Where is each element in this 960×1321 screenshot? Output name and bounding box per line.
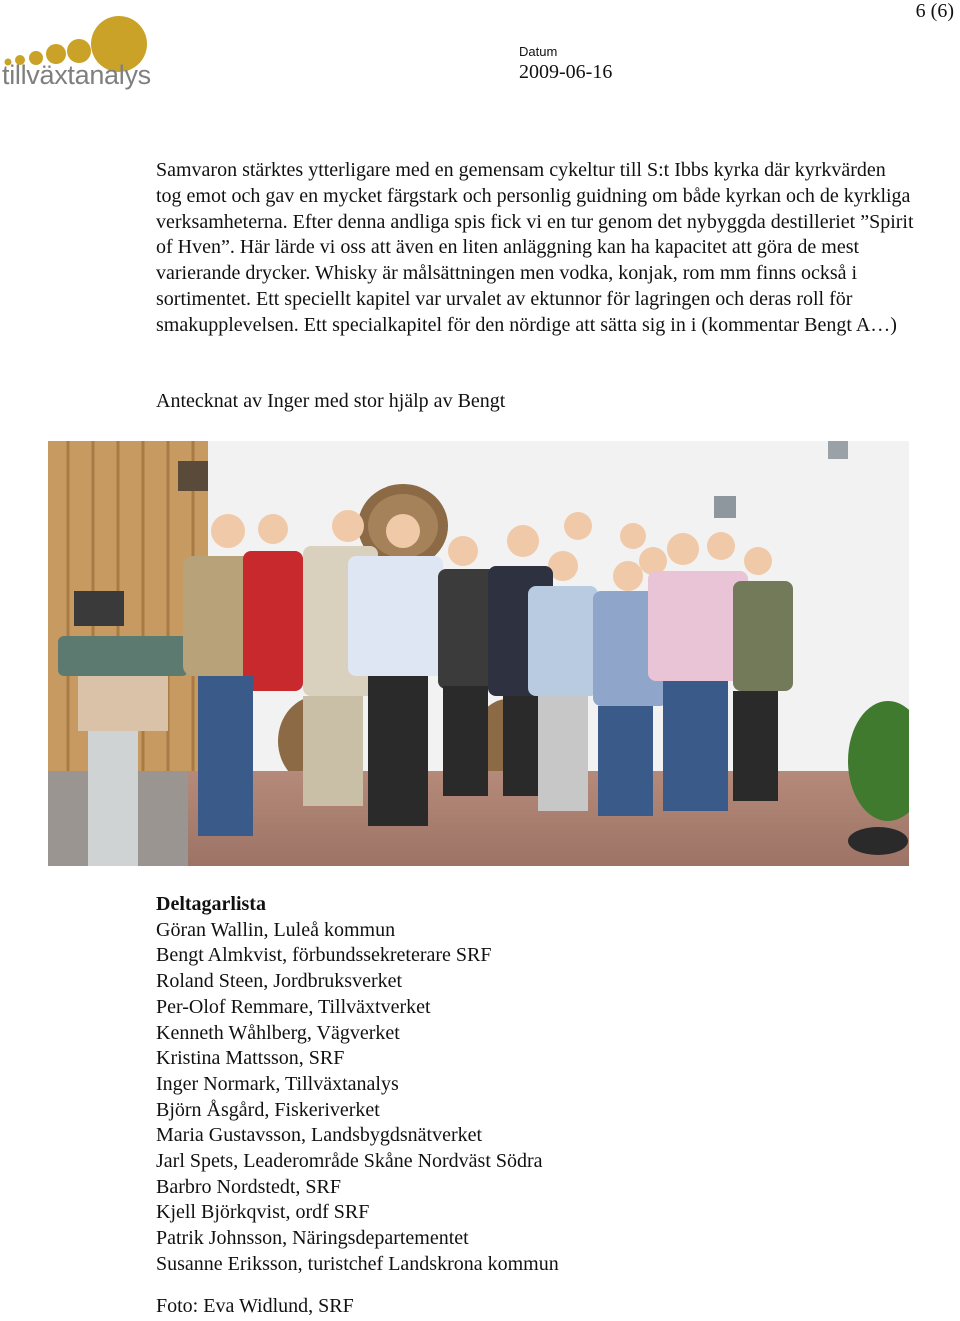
participant-item: Patrik Johnsson, Näringsdepartementet bbox=[156, 1227, 469, 1250]
photo-credit: Foto: Eva Widlund, SRF bbox=[156, 1295, 354, 1317]
participant-list-heading: Deltagarlista bbox=[156, 893, 266, 915]
body-paragraph: Samvaron stärktes ytterligare med en gemensam cykeltur till S:t Ibbs kyrka där kyrkvärden tog emot och gav en mycket färgstark och personlig guidning om både kyrkan och de kyrkliga verksamheterna. Efter denna andliga spis fick vi en tur genom det nybyggda destilleriet ”Spirit of Hven”. Här lärde vi oss att även en liten anläggning kan ha kapacitet att göra de mest varierande drycker. Whisky är målsättningen men vodka, konjak, rom mm finns också i sortimentet. Ett speciellt kapitel var urvalet av ektunnor för lagringen och deras roll för smakupplevelsen. Ett specialkapitel för den nördige att sätta sig in i (kommentar Bengt A…) bbox=[156, 159, 914, 336]
participant-item: Per-Olof Remmare, Tillväxtverket bbox=[156, 995, 431, 1018]
participant-item: Kristina Mattsson, SRF bbox=[156, 1047, 345, 1070]
participant-item: Barbro Nordstedt, SRF bbox=[156, 1175, 341, 1198]
participant-item: Kjell Björkqvist, ordf SRF bbox=[156, 1201, 370, 1224]
group-photo-illustration bbox=[48, 441, 909, 866]
date-label: Datum bbox=[519, 44, 558, 59]
page-number: 6 (6) bbox=[915, 0, 954, 22]
participant-item: Kenneth Wåhlberg, Vägverket bbox=[156, 1021, 400, 1044]
participant-item: Maria Gustavsson, Landsbygdsnätverket bbox=[156, 1124, 483, 1147]
participant-item: Susanne Eriksson, turistchef Landskrona kommun bbox=[156, 1252, 559, 1275]
participant-item: Göran Wallin, Luleå kommun bbox=[156, 918, 396, 941]
participant-item: Jarl Spets, Leaderområde Skåne Nordväst Södra bbox=[156, 1150, 543, 1173]
author-note: Antecknat av Inger med stor hjälp av Bengt bbox=[156, 390, 506, 412]
participant-item: Inger Normark, Tillväxtanalys bbox=[156, 1072, 399, 1095]
participant-item: Roland Steen, Jordbruksverket bbox=[156, 970, 403, 993]
participant-list bbox=[156, 892, 559, 1278]
date-value: 2009-06-16 bbox=[519, 61, 613, 83]
logo-text: tillväxtanalys bbox=[2, 60, 151, 90]
group-photo bbox=[48, 441, 909, 866]
participant-item: Björn Åsgård, Fiskeriverket bbox=[156, 1098, 380, 1121]
participant-item: Bengt Almkvist, förbundssekreterare SRF bbox=[156, 944, 492, 967]
